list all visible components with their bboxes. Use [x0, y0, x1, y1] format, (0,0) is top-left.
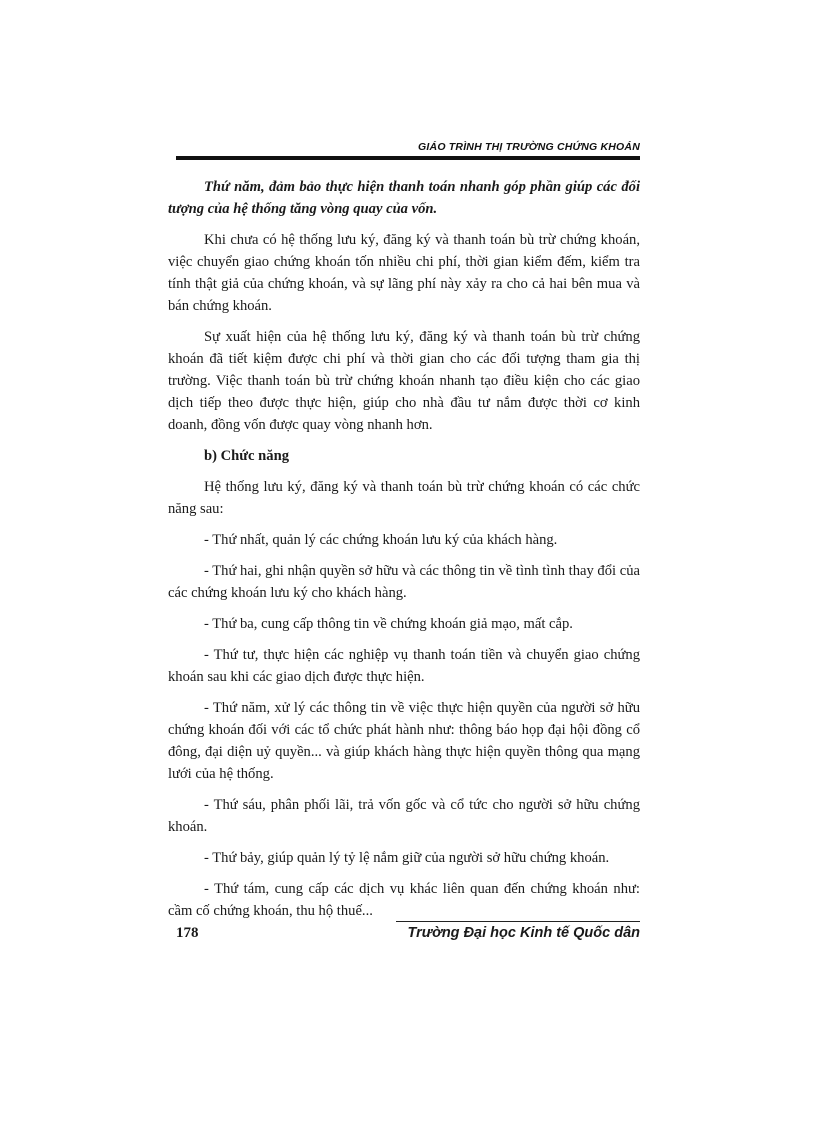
running-header: GIÁO TRÌNH THỊ TRƯỜNG CHỨNG KHOÁN	[418, 141, 640, 153]
list-item: - Thứ hai, ghi nhận quyền sở hữu và các thông tin về tình tình thay đổi của các chứng khoán lưu ký cho khách hàng.	[168, 563, 640, 601]
paragraph-1: Khi chưa có hệ thống lưu ký, đăng ký và thanh toán bù trừ chứng khoán, việc chuyển giao chứng khoán tốn nhiều chi phí, thời gian kiểm đếm, kiểm tra tính thật giả của chứng khoán, và sự lãng phí này xảy ra cho cả hai bên mua và bán chứng khoán.	[168, 232, 640, 314]
footer-rule	[396, 921, 640, 922]
list-item: - Thứ sáu, phân phối lãi, trả vốn gốc và cổ tức cho người sở hữu chứng khoán.	[168, 797, 640, 835]
list-item: - Thứ nhất, quản lý các chứng khoán lưu ký của khách hàng.	[204, 532, 558, 548]
header-rule	[176, 156, 640, 160]
functions-intro: Hệ thống lưu ký, đăng ký và thanh toán bù trừ chứng khoán có các chức năng sau:	[168, 479, 640, 517]
list-item: - Thứ tư, thực hiện các nghiệp vụ thanh toán tiền và chuyển giao chứng khoán sau khi các giao dịch được thực hiện.	[168, 647, 640, 685]
page-body	[168, 176, 640, 931]
running-footer: Trường Đại học Kinh tế Quốc dân	[407, 925, 640, 941]
list-item: - Thứ năm, xử lý các thông tin về việc thực hiện quyền của người sở hữu chứng khoán đối với các tổ chức phát hành như: thông báo họp đại hội đồng cổ đông, đại diện uỷ quyền... và giúp khách hàng thực hiện quyền thông qua mạng lưới của hệ thống.	[168, 700, 640, 782]
list-item: - Thứ bảy, giúp quản lý tỷ lệ nắm giữ của người sở hữu chứng khoán.	[204, 850, 610, 866]
lead-paragraph: Thứ năm, đảm bảo thực hiện thanh toán nhanh góp phần giúp các đối tượng của hệ thống tăng vòng quay của vốn.	[168, 179, 640, 217]
page-number: 178	[176, 925, 199, 941]
list-item: - Thứ tám, cung cấp các dịch vụ khác liên quan đến chứng khoán như: cầm cố chứng khoán, thu hộ thuế...	[168, 881, 640, 919]
paragraph-2: Sự xuất hiện của hệ thống lưu ký, đăng ký và thanh toán bù trừ chứng khoán đã tiết kiệm được chi phí và thời gian cho các đối tượng tham gia thị trường. Việc thanh toán bù trừ chứng khoán nhanh tạo điều kiện cho các giao dịch tiếp theo được thực hiện, giúp cho nhà đầu tư nắm được thời cơ kinh doanh, đồng vốn được quay vòng nhanh hơn.	[168, 329, 640, 433]
list-item: - Thứ ba, cung cấp thông tin về chứng khoán giả mạo, mất cắp.	[204, 616, 573, 632]
section-heading: b) Chức năng	[204, 448, 289, 464]
